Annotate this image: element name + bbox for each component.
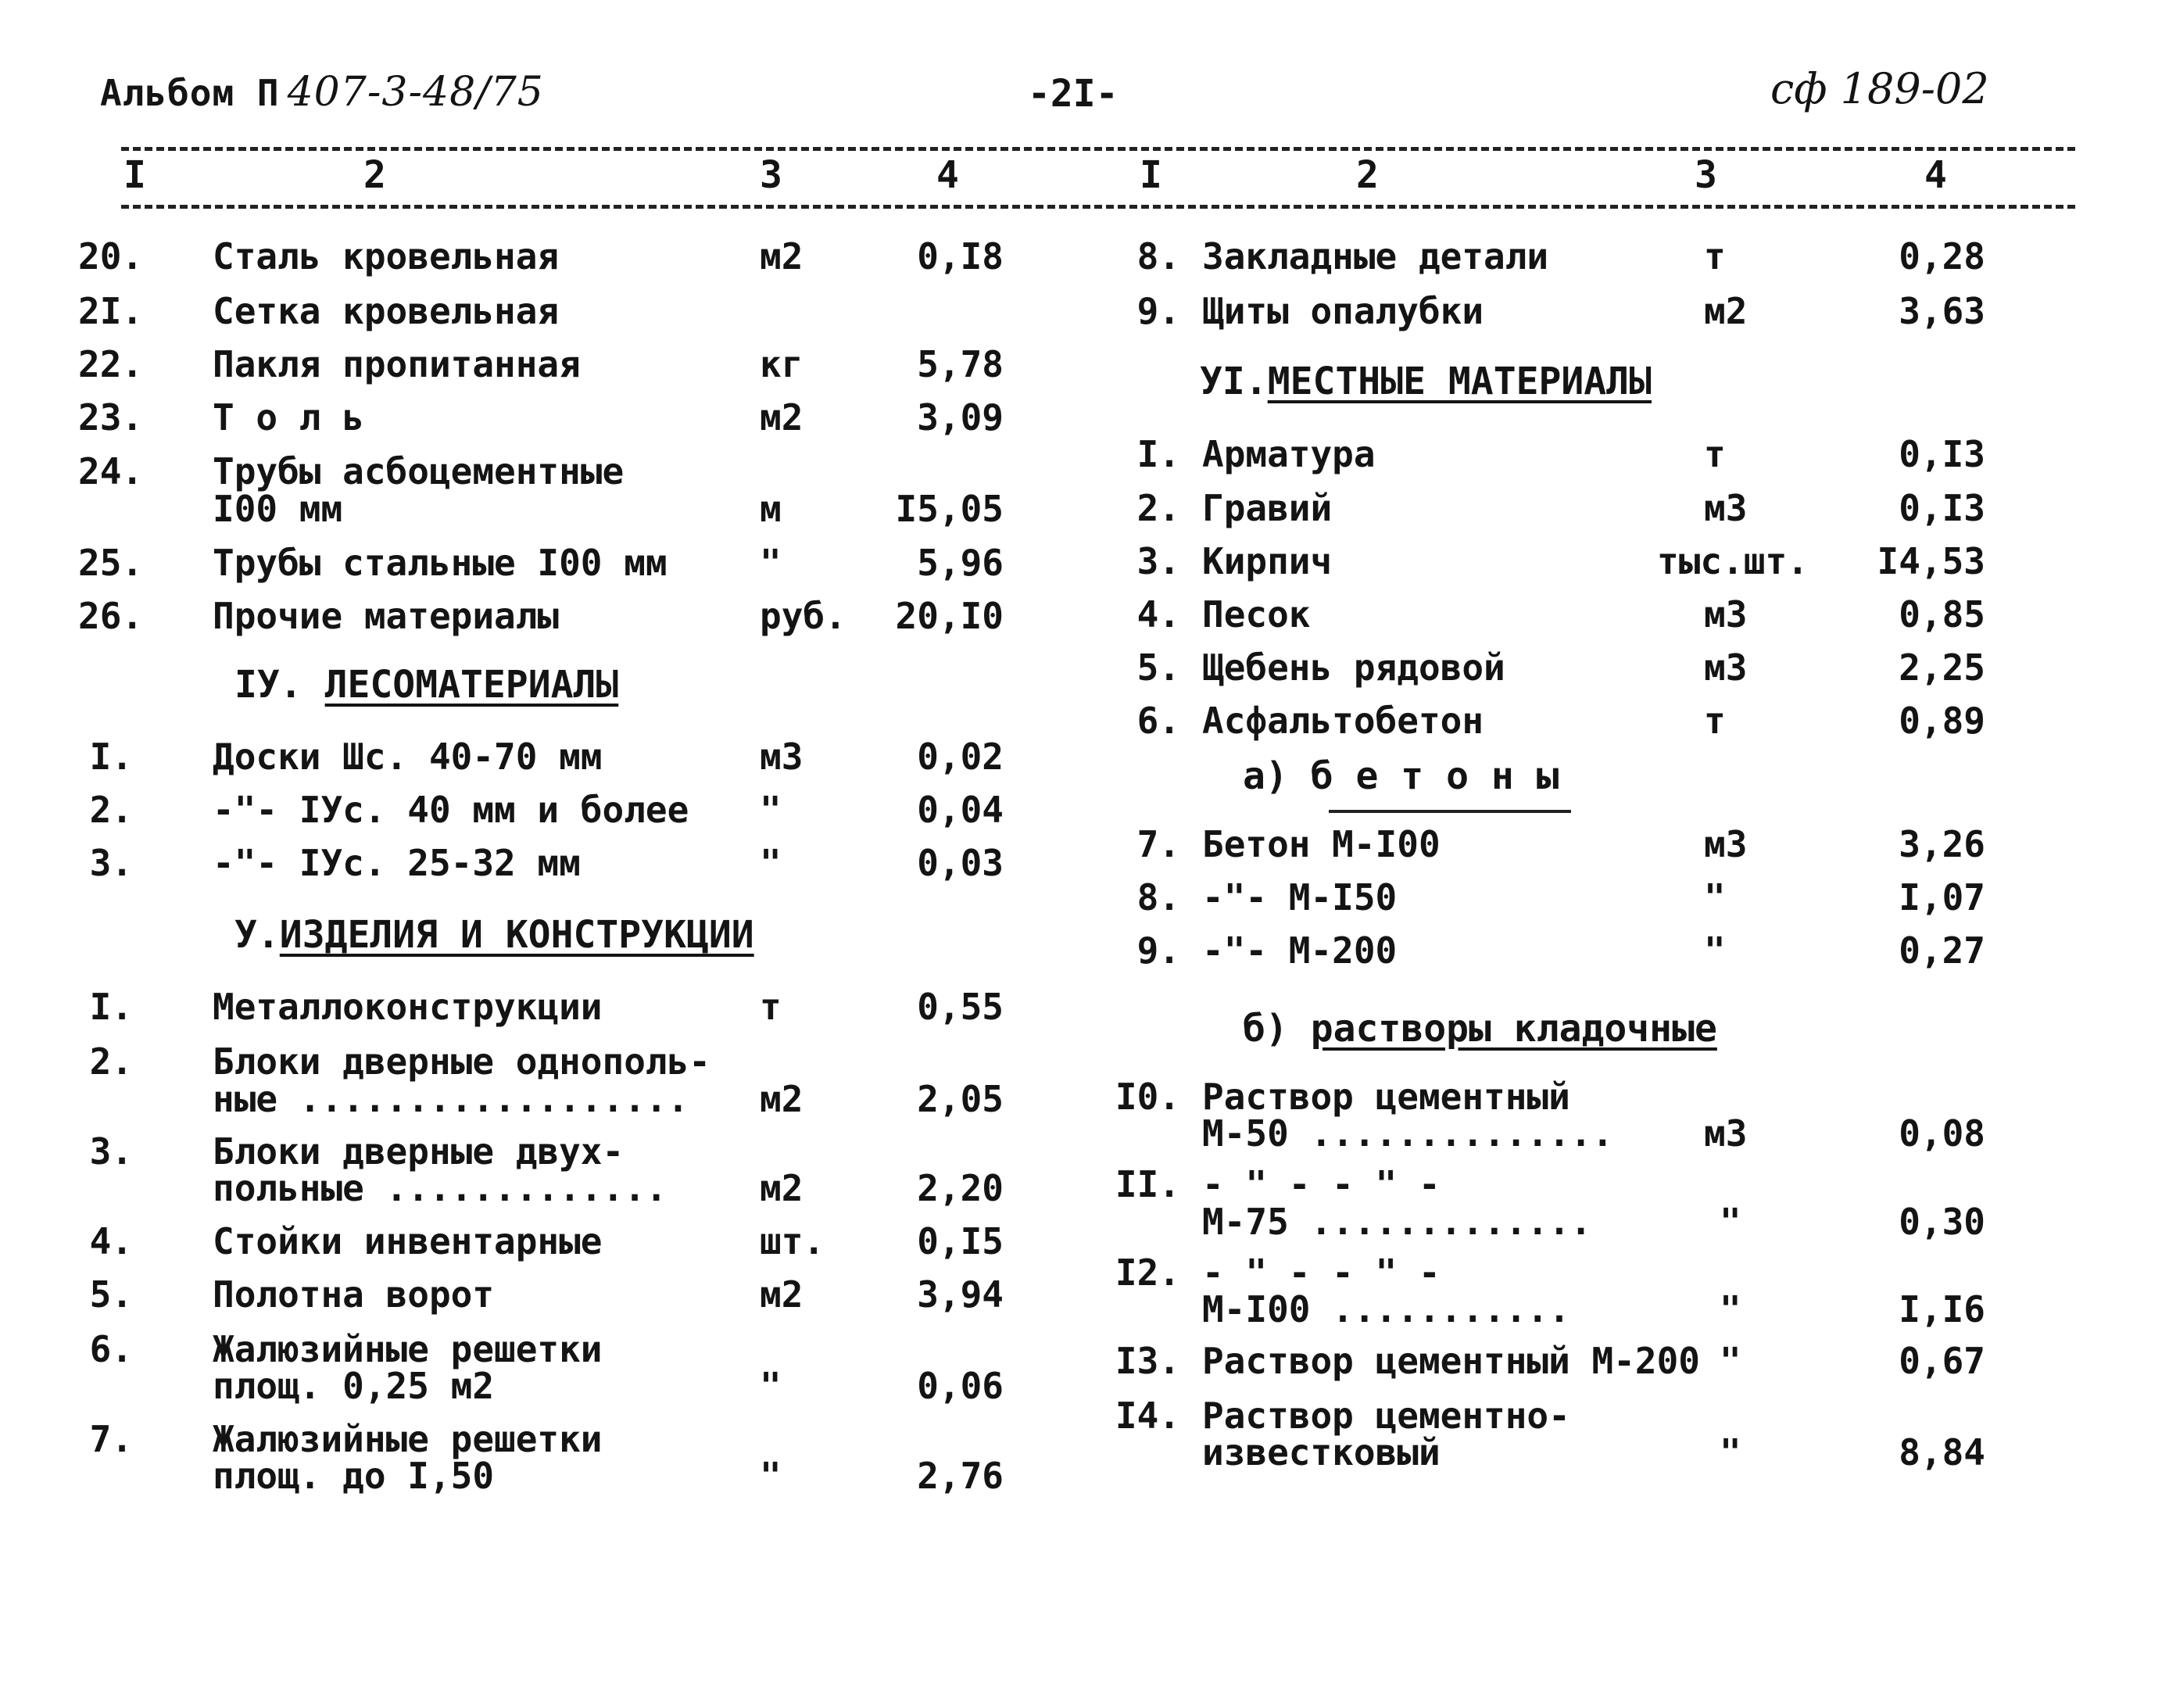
col-num-3-left: 3 [760,153,782,197]
album-label [100,69,544,116]
section-heading-vi: УI.МЕСТНЫЕ МАТЕРИАЛЫ [1200,360,1652,403]
col-num-1-right: I [1140,153,1162,197]
col-num-4-left: 4 [936,153,959,197]
document-page: Альбом П 407-3-48/75 -2I- сф 189-02 I 2 3 4 I 2 3 4 20. Сталь кровельная м2 0,I8 2I. Сетка кровельная 22. Пакля пропитанная кг 5,78 23. Т о л ь м2 3,09 24. Трубы асбоцементные I00 мм м I5,05 25. Трубы стальные I00 мм " 5,96 26. Прочие материалы руб. 20,I0 IУ. ЛЕСОМАТЕРИАЛЫ I. Доски Шс. 40-70 мм м3 0,02 2. -"- IУс. 40 мм и более " 0,04 3. -"- IУс. 25-32 мм " 0,03 У.ИЗДЕЛИЯ И КОНСТРУКЦИИ I. Металлоконструкции т 0,55 2. Блоки дверные однополь- ные .................. м2 2,05 3. Блоки дверные двух- польные ............. м2 2,20 4. Стойки инвентарные шт. 0,I5 5. Полотна ворот м2 3,94 6. Жалюзийные решетки площ. 0,25 м2 " 0,06 7. Жалюзийные решетки площ. до I,50 " 2,76 8. Закладные детали т 0,28 9. Щиты опалубки м2 3,63 УI.МЕСТНЫЕ МАТЕРИАЛЫ I. Арматура т 0,I3 2. Гравий м3 0,I3 3. Кирпич тыс.шт. I4,53 4. Песок м3 0,85 5. Щебень рядовой м3 2,25 6. Асфальтобетон т 0,89 а) б е т о н ы 7. Бетон М-I00 м3 3,26 8. -"- М-I50 " I,07 9. -"- М-200 " 0,27 б) растворы кладочные I0. Раствор цементный М-50 .............. м3 0,08 II. - " - - " - М-75 ............. " 0,30 I2. - " - - " - М-I00 ........... " I,I6 I3. Раствор цементный М-200 " 0,67 I4. Раствор цементно- известковый " 8,84 [0,0,2169,1708]
album-number: 407-3-48/75 [287,69,544,116]
col-num-3-right: 3 [1695,153,1717,197]
table-top-rule [121,147,2075,151]
col-num-2-left: 2 [363,153,386,197]
col-num-2-right: 2 [1356,153,1379,197]
col-num-1-left: I [123,153,146,197]
album-label-text: Альбом П [100,72,280,114]
table-header-rule [121,205,2075,209]
subsection-mortars: б) растворы кладочные [1243,1007,1717,1051]
page-number: -2I- [1028,72,1119,116]
section-heading-v: У.ИЗДЕЛИЯ И КОНСТРУКЦИИ [234,913,754,957]
document-code: сф 189-02 [1770,64,1989,113]
subsection-rule [1329,810,1571,813]
subsection-concretes: а) б е т о н ы [1243,754,1559,798]
section-heading-iv: IУ. ЛЕСОМАТЕРИАЛЫ [234,663,619,707]
col-num-4-right: 4 [1924,153,1947,197]
